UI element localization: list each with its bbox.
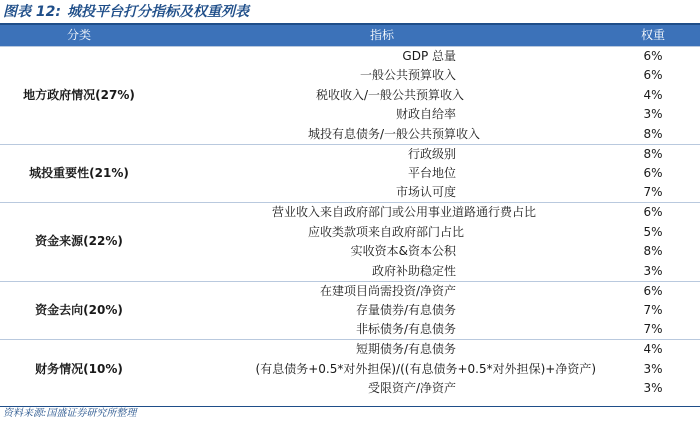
figure-label: 图表 12: xyxy=(3,4,61,20)
weight-cell: 3% xyxy=(643,361,663,376)
figure-title-text: 城投平台打分指标及权重列表 xyxy=(66,4,249,20)
figure-title xyxy=(3,2,249,22)
source-note: 资料来源:国盛证券研究所整理 xyxy=(3,408,137,419)
weight-cell: 8% xyxy=(606,144,700,164)
category-cell: 城投重要性(21%) xyxy=(0,144,158,203)
weight-cell: 7% xyxy=(643,302,663,317)
indicator-cell: 政府补助稳定性 xyxy=(371,263,456,278)
weight-cell: 6% xyxy=(606,203,700,223)
weight-cell: 6% xyxy=(643,68,663,83)
indicator-cell: 平台地位 xyxy=(407,166,456,181)
indicator-cell: 市场认可度 xyxy=(395,185,456,200)
indicator-cell: 非标债务/有息债务 xyxy=(355,322,456,337)
table-row xyxy=(0,281,700,301)
indicator-weight-table xyxy=(0,25,700,398)
indicator-cell: (有息债务+0.5*对外担保)/((有息债务+0.5*对外担保)+净资产) xyxy=(255,361,596,376)
category-cell: 财务情况(10%) xyxy=(0,340,158,399)
table-body xyxy=(0,47,700,399)
table-header-row xyxy=(0,25,700,47)
header-weight: 权重 xyxy=(606,25,700,47)
weight-cell: 4% xyxy=(643,87,663,102)
indicator-cell: 城投有息债务/一般公共预算收入 xyxy=(307,126,480,141)
category-cell: 资金来源(22%) xyxy=(0,203,158,281)
weight-cell: 6% xyxy=(606,47,700,67)
category-cell: 地方政府情况(27%) xyxy=(0,47,158,145)
table-row xyxy=(0,340,700,360)
indicator-cell: 受限资产/净资产 xyxy=(367,381,456,396)
table-row xyxy=(0,203,700,223)
weight-cell: 8% xyxy=(643,126,663,141)
weight-cell: 3% xyxy=(643,263,663,278)
indicator-cell: 应收类款项来自政府部门占比 xyxy=(307,224,464,239)
weight-cell: 6% xyxy=(643,166,663,181)
weight-cell: 3% xyxy=(643,381,663,396)
indicator-cell: 在建项目尚需投资/净资产 xyxy=(158,281,606,301)
weight-cell: 4% xyxy=(606,340,700,360)
indicator-cell: 行政级别 xyxy=(158,144,606,164)
weight-cell: 7% xyxy=(643,322,663,337)
indicator-cell: GDP 总量 xyxy=(158,47,606,67)
indicator-cell: 一般公共预算收入 xyxy=(359,68,456,83)
indicator-cell: 财政自给率 xyxy=(395,107,456,122)
header-category: 分类 xyxy=(0,25,158,47)
table-row xyxy=(0,144,700,164)
header-indicator: 指标 xyxy=(158,25,606,47)
indicator-cell: 短期债务/有息债务 xyxy=(158,340,606,360)
weight-cell: 6% xyxy=(606,281,700,301)
indicator-cell: 存量债券/有息债务 xyxy=(355,302,456,317)
category-cell: 资金去向(20%) xyxy=(0,281,158,340)
indicator-cell: 税收收入/一般公共预算收入 xyxy=(315,87,464,102)
weight-cell: 8% xyxy=(643,244,663,259)
table-row xyxy=(0,47,700,67)
indicator-cell: 营业收入来自政府部门或公用事业道路通行费占比 xyxy=(158,203,606,223)
weight-cell: 3% xyxy=(643,107,663,122)
weight-cell: 5% xyxy=(643,224,663,239)
indicator-cell: 实收资本&资本公积 xyxy=(350,244,456,259)
weight-cell: 7% xyxy=(643,185,663,200)
